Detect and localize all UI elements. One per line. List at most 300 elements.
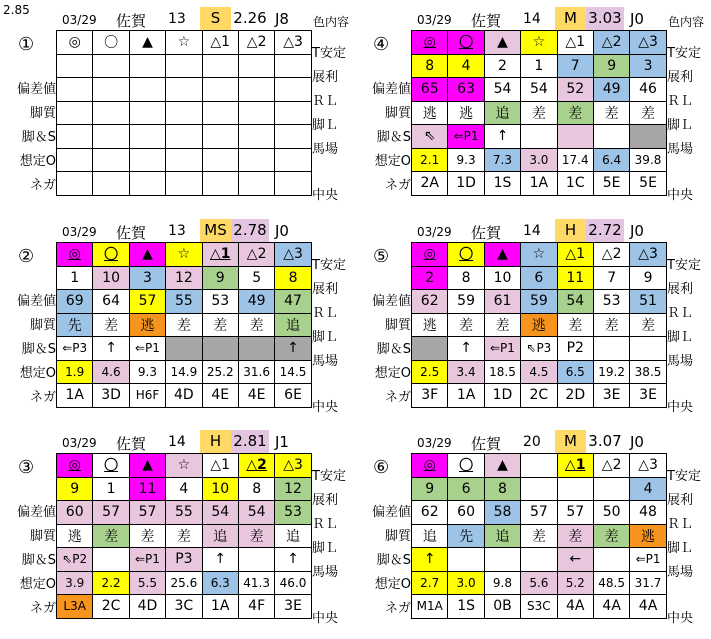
grid-cell: 5.2 <box>557 571 593 595</box>
row-label-left: 脚質 <box>29 529 56 544</box>
race-block <box>0 216 355 428</box>
row-label-right: ＲＬ <box>312 94 339 109</box>
race-date: 03/29 <box>417 225 452 239</box>
race-date: 03/29 <box>62 225 97 239</box>
grid-cell: △2 <box>238 243 274 267</box>
grid-cell: △1 <box>557 454 593 478</box>
grid-cell <box>93 548 129 572</box>
grid-cell: P3 <box>166 548 202 572</box>
row-label-right: 脚Ｌ <box>312 118 339 133</box>
grade-badge: H <box>200 430 231 453</box>
grid-cell: 41.3 <box>238 571 274 595</box>
grid-cell: 2A <box>412 172 448 196</box>
grid-cell: △1 <box>557 243 593 267</box>
grid-cell <box>238 148 274 172</box>
grid-cell: △3 <box>630 454 666 478</box>
race-venue: 佐賀 <box>116 435 147 453</box>
grid-cell <box>630 125 666 149</box>
grid-cell: ⇐P1 <box>630 548 666 572</box>
grid-cell: 46 <box>630 78 666 102</box>
grid-cell: 差 <box>630 101 666 125</box>
grid-cell: 3.9 <box>57 571 93 595</box>
grid-cell: 1A <box>202 595 238 619</box>
grid-cell: 31.7 <box>630 571 666 595</box>
grid-cell <box>238 125 274 149</box>
grid-cell: △2 <box>593 243 629 267</box>
grade-badge: S <box>200 7 231 30</box>
grid-cell: 差 <box>593 101 629 125</box>
row-label-left: 偏差値 <box>16 82 56 97</box>
row-label-right: 脚Ｌ <box>667 118 694 133</box>
grid-cell <box>93 125 129 149</box>
grid-cell: 差 <box>93 313 129 337</box>
grid-cell: ▲ <box>129 31 165 55</box>
grid-row <box>57 101 312 125</box>
grid-cell <box>448 548 484 572</box>
grid-row <box>57 595 312 619</box>
grid-cell: 69 <box>57 290 93 314</box>
grid-row <box>57 31 312 55</box>
runner-count: 20 <box>523 434 541 450</box>
grid-row <box>57 384 312 408</box>
grid-cell <box>521 454 557 478</box>
grid-row <box>57 243 312 267</box>
grid-row <box>412 384 667 408</box>
grid-cell <box>238 54 274 78</box>
grid-cell: 6 <box>448 477 484 501</box>
grid-cell: 59 <box>521 290 557 314</box>
grid-cell: 2 <box>412 266 448 290</box>
grid-cell: ⇖ <box>412 125 448 149</box>
row-label-left: 偏差値 <box>16 505 56 520</box>
grid-cell: 9.8 <box>484 571 520 595</box>
grid-cell: ◎ <box>57 454 93 478</box>
race-number: ⑥ <box>373 457 390 478</box>
grid-cell: 8 <box>238 477 274 501</box>
row-label-right: 中央 <box>312 611 339 626</box>
grid-cell: ⇐P1 <box>129 337 165 361</box>
grid-cell: 3.0 <box>448 571 484 595</box>
grid-cell: 逃 <box>57 524 93 548</box>
grid-cell <box>129 148 165 172</box>
row-label-right: 中央 <box>667 400 694 415</box>
grid-cell: ▲ <box>484 454 520 478</box>
grid-row <box>412 501 667 525</box>
grid-cell: 5E <box>593 172 629 196</box>
grid-cell: ⇐P1 <box>129 548 165 572</box>
grid-cell: S3C <box>521 595 557 619</box>
runner-count: 13 <box>168 11 186 27</box>
grid-cell: ↑ <box>275 337 311 361</box>
grid-cell: 57 <box>93 501 129 525</box>
grid-cell: 4E <box>238 384 274 408</box>
grid-cell: 4.6 <box>93 360 129 384</box>
grid-cell: 0B <box>484 595 520 619</box>
grid-cell <box>57 78 93 102</box>
grid-row <box>412 78 667 102</box>
grid-cell: 12 <box>275 477 311 501</box>
row-label-right: 展利 <box>312 70 339 85</box>
grid-cell: 逃 <box>412 313 448 337</box>
grid-cell: 差 <box>238 524 274 548</box>
grid-cell: ☆ <box>166 454 202 478</box>
grid-cell: 4.5 <box>521 360 557 384</box>
grid-cell: ▲ <box>129 454 165 478</box>
grid-cell <box>129 172 165 196</box>
grid-cell: ◎ <box>57 243 93 267</box>
grid-row <box>412 172 667 196</box>
grid-cell: 62 <box>412 501 448 525</box>
grid-cell: 差 <box>166 313 202 337</box>
grid-cell: 54 <box>202 501 238 525</box>
grid-cell: ↑ <box>448 337 484 361</box>
grid-row <box>412 548 667 572</box>
race-header <box>0 427 355 453</box>
grid-cell: ▲ <box>484 31 520 55</box>
grid-cell: 57 <box>129 501 165 525</box>
grid-cell: 8 <box>484 477 520 501</box>
grid-cell: 6.3 <box>202 571 238 595</box>
row-label-right: 脚Ｌ <box>312 330 339 345</box>
row-label-left: ネガ <box>29 601 56 616</box>
grid-cell: 55 <box>166 501 202 525</box>
grid-cell: 8 <box>448 266 484 290</box>
race-block <box>0 427 355 639</box>
grid-cell: 7.3 <box>484 148 520 172</box>
row-label-right: 馬場 <box>312 142 339 157</box>
grid-cell: 1D <box>448 172 484 196</box>
grid-cell: ⇖P3 <box>521 337 557 361</box>
grid-cell <box>202 337 238 361</box>
grid-cell: 差 <box>521 101 557 125</box>
grid-cell: 65 <box>412 78 448 102</box>
grid-row <box>57 360 312 384</box>
grid-cell: 4A <box>557 595 593 619</box>
grid-cell: ▲ <box>129 243 165 267</box>
grid-cell: 19.2 <box>593 360 629 384</box>
grid-row <box>412 125 667 149</box>
row-label-left: ネガ <box>384 178 411 193</box>
grid-cell: 4 <box>630 477 666 501</box>
grid-row <box>412 148 667 172</box>
grid-cell: 差 <box>521 524 557 548</box>
grid-row <box>57 172 312 196</box>
row-label-right: 脚Ｌ <box>667 541 694 556</box>
grid-cell: 9 <box>57 477 93 501</box>
grid-cell <box>484 548 520 572</box>
grid-row <box>412 571 667 595</box>
row-label-right: 展利 <box>667 282 694 297</box>
grid-cell <box>166 172 202 196</box>
grid-cell: 61 <box>484 290 520 314</box>
grid-cell: 48.5 <box>593 571 629 595</box>
grid-cell: △3 <box>275 31 311 55</box>
grid-cell <box>93 148 129 172</box>
race-score: 2.81 <box>231 430 269 453</box>
grid-cell: 25.6 <box>166 571 202 595</box>
grid-cell: 3F <box>412 384 448 408</box>
grid-cell: ↑ <box>275 548 311 572</box>
row-label-right: T安定 <box>667 46 701 61</box>
grid-cell: 〇 <box>448 454 484 478</box>
grid-cell: 1 <box>521 54 557 78</box>
grid-cell: 3E <box>630 384 666 408</box>
row-label-left: 脚＆S <box>376 553 411 568</box>
grid-cell: △2 <box>238 454 274 478</box>
grid-row <box>412 101 667 125</box>
race-number: ② <box>18 246 35 267</box>
row-label-left: 想定O <box>19 366 56 381</box>
grid-cell: 10 <box>93 266 129 290</box>
race-code: J0 <box>630 222 644 240</box>
race-header <box>0 4 355 30</box>
race-header <box>0 216 355 242</box>
grid-cell: ↑ <box>93 337 129 361</box>
grid-cell: 5.6 <box>521 571 557 595</box>
grid-cell: ↑ <box>412 548 448 572</box>
grid-cell: 逃 <box>129 313 165 337</box>
grid-cell <box>238 172 274 196</box>
row-label-right: 馬場 <box>667 565 694 580</box>
row-label-left: 想定O <box>19 577 56 592</box>
grid-cell: △1 <box>202 31 238 55</box>
row-label-right: T安定 <box>312 46 346 61</box>
grid-cell <box>57 54 93 78</box>
prediction-grid <box>56 30 312 196</box>
grid-row <box>57 266 312 290</box>
grid-cell <box>557 477 593 501</box>
grid-cell: 2D <box>557 384 593 408</box>
grid-cell: 1 <box>93 477 129 501</box>
grid-cell: 差 <box>238 313 274 337</box>
grid-cell: 9.3 <box>129 360 165 384</box>
runner-count: 14 <box>523 223 541 239</box>
grid-cell: 3E <box>275 595 311 619</box>
grid-cell <box>275 148 311 172</box>
row-label-left: 脚質 <box>384 106 411 121</box>
grid-cell: 3C <box>166 595 202 619</box>
grid-cell: ▲ <box>484 243 520 267</box>
grid-cell <box>593 477 629 501</box>
grid-cell: 2.1 <box>412 148 448 172</box>
grid-cell <box>275 125 311 149</box>
grid-cell: 57 <box>521 501 557 525</box>
grid-cell: △3 <box>275 454 311 478</box>
row-label-right: ＲＬ <box>312 517 339 532</box>
race-number: ③ <box>18 457 35 478</box>
grid-cell <box>593 337 629 361</box>
race-venue: 佐賀 <box>471 224 502 242</box>
race-block <box>355 427 710 639</box>
race-code: J0 <box>630 10 644 28</box>
row-label-left: 想定O <box>374 577 411 592</box>
grid-cell: 9 <box>593 54 629 78</box>
grid-cell <box>57 172 93 196</box>
grid-cell: 差 <box>630 313 666 337</box>
race-block <box>355 4 710 216</box>
grid-cell: 追 <box>275 524 311 548</box>
grid-cell: 49 <box>238 290 274 314</box>
runner-count: 14 <box>523 11 541 27</box>
grid-cell: 〇 <box>448 31 484 55</box>
grid-cell: 54 <box>484 78 520 102</box>
grid-cell: 59 <box>448 290 484 314</box>
grid-row <box>57 78 312 102</box>
grid-row <box>57 548 312 572</box>
grid-cell: 差 <box>557 524 593 548</box>
grid-cell <box>166 148 202 172</box>
grid-cell: 〇 <box>93 31 129 55</box>
grid-cell <box>630 337 666 361</box>
race-score: 3.03 <box>586 7 624 30</box>
grid-cell: 先 <box>57 313 93 337</box>
grid-row <box>57 337 312 361</box>
grid-row <box>412 360 667 384</box>
race-date: 03/29 <box>417 436 452 450</box>
race-number: ① <box>18 34 35 55</box>
race-header <box>355 427 710 453</box>
grid-row <box>57 571 312 595</box>
grid-cell: △3 <box>630 31 666 55</box>
grid-cell: △1 <box>202 243 238 267</box>
row-label-left: 想定O <box>374 366 411 381</box>
grid-cell: 6.5 <box>557 360 593 384</box>
grid-row <box>412 595 667 619</box>
grid-cell: M1A <box>412 595 448 619</box>
row-label-left: 偏差値 <box>16 294 56 309</box>
grade-badge: M <box>555 430 586 453</box>
grid-cell: 〇 <box>93 454 129 478</box>
grid-cell: △2 <box>593 454 629 478</box>
grid-cell: 11 <box>129 477 165 501</box>
grid-cell: 5 <box>238 266 274 290</box>
grid-cell: 57 <box>129 290 165 314</box>
grid-cell: 2.7 <box>412 571 448 595</box>
grid-cell: 差 <box>202 313 238 337</box>
grid-cell: 49 <box>593 78 629 102</box>
runner-count: 13 <box>168 223 186 239</box>
grid-cell: 4D <box>166 384 202 408</box>
grid-cell: ⇐P3 <box>57 337 93 361</box>
grid-cell: △1 <box>557 31 593 55</box>
grade-badge: H <box>555 219 586 242</box>
race-header <box>355 4 710 30</box>
grid-cell <box>93 172 129 196</box>
grid-cell: 追 <box>202 524 238 548</box>
grid-cell <box>166 125 202 149</box>
grid-cell: 31.6 <box>238 360 274 384</box>
row-label-left: ネガ <box>384 601 411 616</box>
grid-cell: 追 <box>484 101 520 125</box>
grid-cell <box>93 78 129 102</box>
grid-cell: 3.4 <box>448 360 484 384</box>
race-venue: 佐賀 <box>471 12 502 30</box>
prediction-grid <box>411 453 667 619</box>
grid-cell: 3D <box>93 384 129 408</box>
grid-cell: 5.5 <box>129 571 165 595</box>
grid-cell: 9 <box>412 477 448 501</box>
row-label-right: 展利 <box>312 282 339 297</box>
grid-cell: 9 <box>630 266 666 290</box>
race-block <box>0 4 355 216</box>
grid-cell: 25.2 <box>202 360 238 384</box>
grid-row <box>412 454 667 478</box>
grid-cell: 60 <box>57 501 93 525</box>
grid-cell <box>202 78 238 102</box>
grid-cell: 3 <box>630 54 666 78</box>
grid-cell <box>238 101 274 125</box>
grid-cell <box>275 101 311 125</box>
grid-cell <box>593 125 629 149</box>
grid-cell: 53 <box>275 501 311 525</box>
grid-cell: 4F <box>238 595 274 619</box>
grid-cell: 48 <box>630 501 666 525</box>
grid-row <box>57 313 312 337</box>
grid-cell: 差 <box>593 313 629 337</box>
row-label-right: 展利 <box>312 493 339 508</box>
grid-cell <box>129 101 165 125</box>
row-label-right: T安定 <box>312 469 346 484</box>
grid-cell: ⇐P1 <box>484 337 520 361</box>
grid-cell: 差 <box>166 524 202 548</box>
grid-cell: ☆ <box>521 31 557 55</box>
grid-row <box>412 54 667 78</box>
grid-cell: ← <box>557 548 593 572</box>
grid-cell <box>521 125 557 149</box>
grid-cell: 14.9 <box>166 360 202 384</box>
grid-row <box>57 454 312 478</box>
race-date: 03/29 <box>62 13 97 27</box>
row-label-right: 展利 <box>667 493 694 508</box>
grid-cell: 62 <box>412 290 448 314</box>
grid-row <box>412 290 667 314</box>
race-score: 2.78 <box>231 219 269 242</box>
grid-cell: 63 <box>448 78 484 102</box>
grid-cell: 50 <box>593 501 629 525</box>
grid-cell: ☆ <box>166 243 202 267</box>
grid-cell <box>166 78 202 102</box>
race-number: ④ <box>373 34 390 55</box>
grid-cell: 54 <box>521 78 557 102</box>
header-extra-label: 色内容 <box>313 15 350 29</box>
runner-count: 14 <box>168 434 186 450</box>
grid-cell: 1S <box>484 172 520 196</box>
grid-cell <box>129 78 165 102</box>
grid-cell: 〇 <box>448 243 484 267</box>
grid-cell: △3 <box>630 243 666 267</box>
grid-cell <box>202 101 238 125</box>
grid-cell: 4 <box>166 477 202 501</box>
row-label-left: 脚質 <box>384 529 411 544</box>
grid-cell: 18.5 <box>484 360 520 384</box>
prediction-grid <box>56 242 312 408</box>
grid-cell: △2 <box>593 31 629 55</box>
grid-cell: ↑ <box>202 548 238 572</box>
row-label-left: 脚＆S <box>21 342 56 357</box>
row-label-left: 偏差値 <box>371 294 411 309</box>
grid-cell: 47 <box>275 290 311 314</box>
grid-cell: 12 <box>166 266 202 290</box>
grid-cell: 1D <box>484 384 520 408</box>
grid-cell: 57 <box>557 501 593 525</box>
grid-cell: 追 <box>484 524 520 548</box>
grid-cell: 1C <box>557 172 593 196</box>
grid-cell: 4D <box>129 595 165 619</box>
grid-cell <box>412 337 448 361</box>
grid-cell: 差 <box>129 524 165 548</box>
grid-cell: 3 <box>129 266 165 290</box>
row-label-right: 馬場 <box>312 354 339 369</box>
